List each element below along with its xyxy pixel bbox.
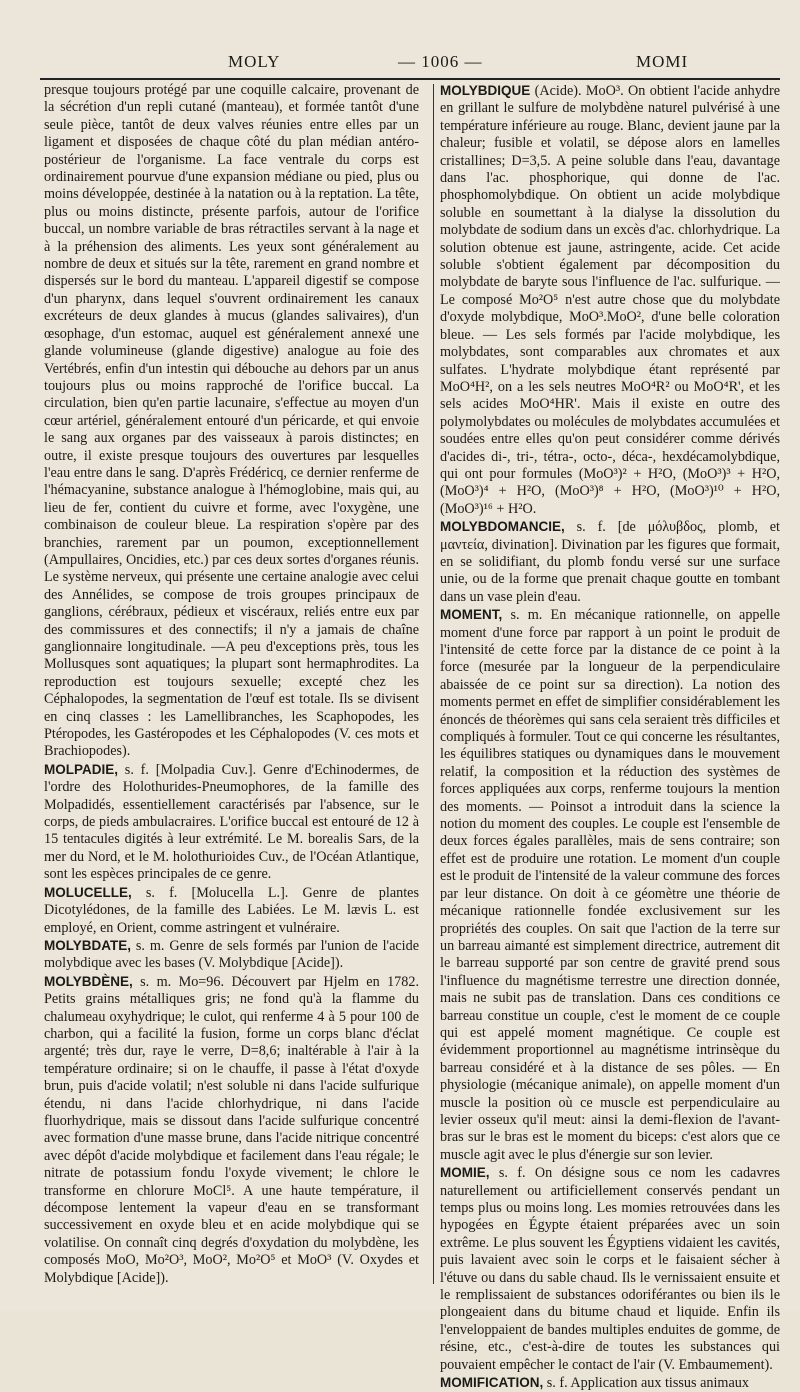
entry-headword: MOLUCELLE, <box>44 884 132 900</box>
header-rule <box>40 78 780 80</box>
entry-headword: MOLYBDÈNE, <box>44 973 133 989</box>
entry-molybdate: MOLYBDATE, s. m. Genre de sels formés par l'union de l'acide molybdique avec les bases (V. Molybdique [Acide]). <box>44 937 419 972</box>
entry-headword: MOMIE, <box>440 1165 490 1181</box>
entry-molybdene: MOLYBDÈNE, s. m. Mo=96. Découvert par Hjelm en 1782. Petits grains métalliques gris; ne fond qu'à la flamme du chalumeau oxyhydrique; le culot, qui renferme 4 à 5 pour 100 de charbon, qui a facilité la fusion, forme un corps blanc d'éclat argenté; très dur, raye le verre, D=8,6; inaltérable à l'air à la température ordinaire; si on le chauffe, il passe à l'état d'oxyde brun, puis d'acide volatil; n'est soluble ni dans l'acide sulfurique étendu, ni dans l'acide chlorhydrique, ni dans l'acide fluorhydrique, mais se dissout dans l'acide sulfurique concentré avec formation d'une masse brune, dans l'acide nitrique concentré avec dépôt d'acide molybdique et facilement dans l'eau régale; le nitrate de potassium fondu l'oxyde vivement; le chlore le transforme en chlorure MoCl⁵. A une haute température, il décompose lentement la vapeur d'eau en se transformant successivement en oxyde bleu et en acide molybdique qui se volatilise. On connaît cinq degrés d'oxydation du molybdène, les composés MoO, Mo²O³, MoO², Mo²O⁵ et MoO³ (V. Oxydes et Molybdique [Acide]). <box>44 973 419 1286</box>
column-divider <box>433 84 434 1284</box>
entry-molpadie: MOLPADIE, s. f. [Molpadia Cuv.]. Genre d'Echinodermes, de l'ordre des Holothurides-Pneumophores, de la famille des Molpadidés, essentiellement caractérisés par l'absence, sur le corps, de pieds ambulacraires. L'orifice buccal est entouré de 12 à 15 tentacules digités à leur extrémité. Le M. borealis Sars, de la mer du Nord, et le M. holothurioides Cuv., de l'Océan Atlantique, sont les espèces principales de ce genre. <box>44 761 419 883</box>
left-column <box>44 82 419 1286</box>
entry-momification: MOMIFICATION, s. f. Application aux tissus animaux <box>440 1375 749 1392</box>
entry-molucelle: MOLUCELLE, s. f. [Molucella L.]. Genre de plantes Dicotylédones, de la famille des Labiées. Le M. lævis L. est employé, en Orient, comme astringent et vulnéraire. <box>44 884 419 936</box>
right-column <box>440 82 780 1392</box>
entry-headword: MOLYBDOMANCIE, <box>440 519 565 535</box>
entry-momie: MOMIE, s. f. On désigne sous ce nom les cadavres naturellement ou artificiellement conservés pendant un temps plus ou moins long. Les momies retrouvées dans les hypogées en Égypte étaient préparées avec un soin extrême. Le plus souvent les Égyptiens vidaient les cavités, puis lavaient avec soin le corps et le faisaient sécher à l'étuve ou dans du sable chaud. Ils le vernissaient ensuite et le remplissaient de substances odoriférantes ou bien ils le plongeaient dans du bitume chaud et liquide. Enfin ils l'enveloppaient de bandes multiples enduites de gomme, de résine, etc., c'est-à-dire de toutes les substances qui pouvaient empêcher le contact de l'air (V. Embaumement). <box>440 1165 780 1373</box>
running-header <box>40 52 780 78</box>
entry-molybdomancie: MOLYBDOMANCIE, s. f. [de μόλυβδος, plomb, et μαντεία, divination]. Divination par les figures que formait, en se solidifiant, du plomb fondu versé sur une surface unie, ou de la forme que prenait chaque goutte en tombant dans un vase plein d'eau. <box>440 519 780 605</box>
entry-headword: MOMENT, <box>440 607 503 623</box>
entry-headword: MOLYBDIQUE <box>440 83 531 98</box>
header-right-word: MOMI <box>636 52 689 71</box>
entry-molybdique: MOLYBDIQUE (Acide). MoO³. On obtient l'acide anhydre en grillant le sulfure de molybdène naturel pulvérisé à une température inférieure au rouge. Blanc, devient jaune par la chaleur; fusible et volatil, se dépose alors en lamelles cristallines; D=3,5. A peine soluble dans l'eau, davantage dans l'ac. phosphorique, qui donne de l'ac. phosphomolybdique. On obtient un acide molybdique soluble en soumettant à la dialyse la dissolution du molybdate de sodium dans un excès d'ac. chlorhydrique. La solution obtenue est jaune, astringente, acide. Cet acide soluble s'obtient également par décomposition du molybdate de baryte sous l'influence de l'ac. sulfurique. — Le composé Mo²O⁵ n'est autre chose que du molybdate d'oxyde molybdique, MoO³.MoO², d'une belle coloration bleue. — Les sels formés par l'acide molybdique, les molybdates, sont comparables aux chromates et aux sulfates. L'hydrate molybdique étant représenté par MoO⁴H², on a les sels neutres MoO⁴R² ou MoO⁴R', et les sels acides MoO⁴HR'. Mais il existe en outre des polymolybdates ou molécules de molybdates accumulées et soudées entre elles qu'on peut considérer comme dérivés d'acides di-, tri-, tétra-, octo-, déca-, hexdécamolybdique, qui ont pour formules (MoO³)² + H²O, (MoO³)³ + H²O, (MoO³)⁴ + H²O, (MoO³)⁸ + H²O, (MoO³)¹⁰ + H²O, (MoO³)¹⁶ + H²O. <box>440 83 780 517</box>
entry-headword: MOLPADIE, <box>44 761 118 777</box>
header-left-word: MOLY <box>228 52 281 71</box>
entry-headword: MOMIFICATION, <box>440 1375 544 1391</box>
entry-headword: MOLYBDATE, <box>44 937 132 953</box>
page-number: — 1006 — <box>398 52 483 71</box>
entry-moment: MOMENT, s. m. En mécanique rationnelle, on appelle moment d'une force par rapport à un point le produit de l'intensité de cette force par la distance de ce point à la force (mesurée par la longueur de la perpendiculaire abaissée de ce point sur sa direction). La notion des moments permet en effet de simplifier considérablement les énoncés de théorèmes qui sans cela seraient très difficiles et compliqués à formuler. Tout ce qui concerne les résultantes, les équilibres statiques ou dynamiques dans le mouvement relatif, la composition et la réduction des systèmes de forces appliquées aux corps, renferme toujours la mention des moments. — Poinsot a introduit dans la science la notion du moment des couples. Le couple est l'ensemble de deux forces égales parallèles, mais de sens contraire; son effet est de produire une rotation. Le moment d'un couple est le produit de l'intensité de la valeur commune des forces par leur distance. On doit à ce géomètre une théorie de mécanique rationnelle fondée exclusivement sur les propriétés des couples. On sait que l'action de la terre sur un barreau aimanté est simplement directrice, autrement dit le barreau supporté par son centre de gravité prend sous l'influence du magnétisme terrestre une direction donnée, mais ne subit pas de translation. Dans ces conditions ce barreau constitue un couple, c'est le moment de ce couple qui est appelé moment magnétique. Ce couple est évidemment proportionnel au magnétisme intrinsèque du barreau considéré et à la distance de ses pôles. — En physiologie (mécanique animale), on appelle moment d'un muscle la position où ce muscle est perpendiculaire au levier osseux qu'il meut: ainsi la demi-flexion de l'avant-bras sur le bras est le moment du biceps: c'est alors que ce muscle agit avec le plus d'énergie sur son levier. <box>440 607 780 1163</box>
entry-text: presque toujours protégé par une coquille calcaire, provenant de la sécrétion d'un repli cutané (manteau), et formée tantôt d'une seule pièce, tantôt de deux valves réunies entre elles par un ligament et disposées de chaque côté du plan médian antéro-postérieur de l'organisme. La face ventrale du corps est ordinairement pourvue d'une expansion médiane ou pied, plus ou moins développée, destinée à la natation ou à la reptation. La tête, plus ou moins distincte, présente parfois, autour de l'orifice buccal, un nombre variable de bras rétractiles servant à la nage et à la préhension des aliments. Les yeux sont généralement au nombre de deux et situés sur la tête, rarement en grand nombre et dispersés sur le bord du manteau. L'appareil digestif se compose d'un pharynx, dans lequel s'ouvrent ordinairement les canaux excréteurs de deux glandes à mucus (glandes salivaires), d'un œsophage, d'un estomac, auquel est généralement annexé une glande volumineuse (glande digestive) analogue au foie des Vertébrés, enfin d'un intestin qui débouche au dehors par un anus toujours plus ou moins rapproché de l'orifice buccal. La circulation, bien qu'en partie lacunaire, s'effectue au moyen d'un cœur artériel, généralement entouré d'un péricarde, et qui envoie le sang aux organes par des vaisseaux à parois distinctes; en outre, il existe presque toujours des ouvertures par lesquelles l'eau entre dans le sang. D'après Frédéricq, ce dernier renferme de l'hémacyanine, substance analogue à l'hémoglobine, mais qui, au lieu de fer, contient du cuivre et forme, avec l'oxygène, une combinaison de couleur bleue. La respiration s'opère par des branchies, rarement par un poumon, exceptionnellement (Ampullaires, Oncidies, etc.) par ces deux sortes d'organes réunis. Le système nerveux, qui présente une certaine analogie avec celui des Annélides, se compose de trois groupes principaux de ganglions, cérébraux, pédieux et viscéraux, reliés entre eux par des commissures et des connectifs; il n'y a jamais de chaîne ganglionnaire longitudinale. —A peu d'exceptions près, tous les Mollusques sont aquatiques; la plupart sont hermaphrodites. La reproduction est toujours sexuelle; excepté chez les Céphalopodes, la segmentation de l'œuf est totale. Ils se divisent en cinq classes : les Lamellibranches, les Scaphopodes, les Ptéropodes, les Gastéropodes et les Céphalopodes (V. ces mots et Brachiopodes). <box>44 82 419 760</box>
